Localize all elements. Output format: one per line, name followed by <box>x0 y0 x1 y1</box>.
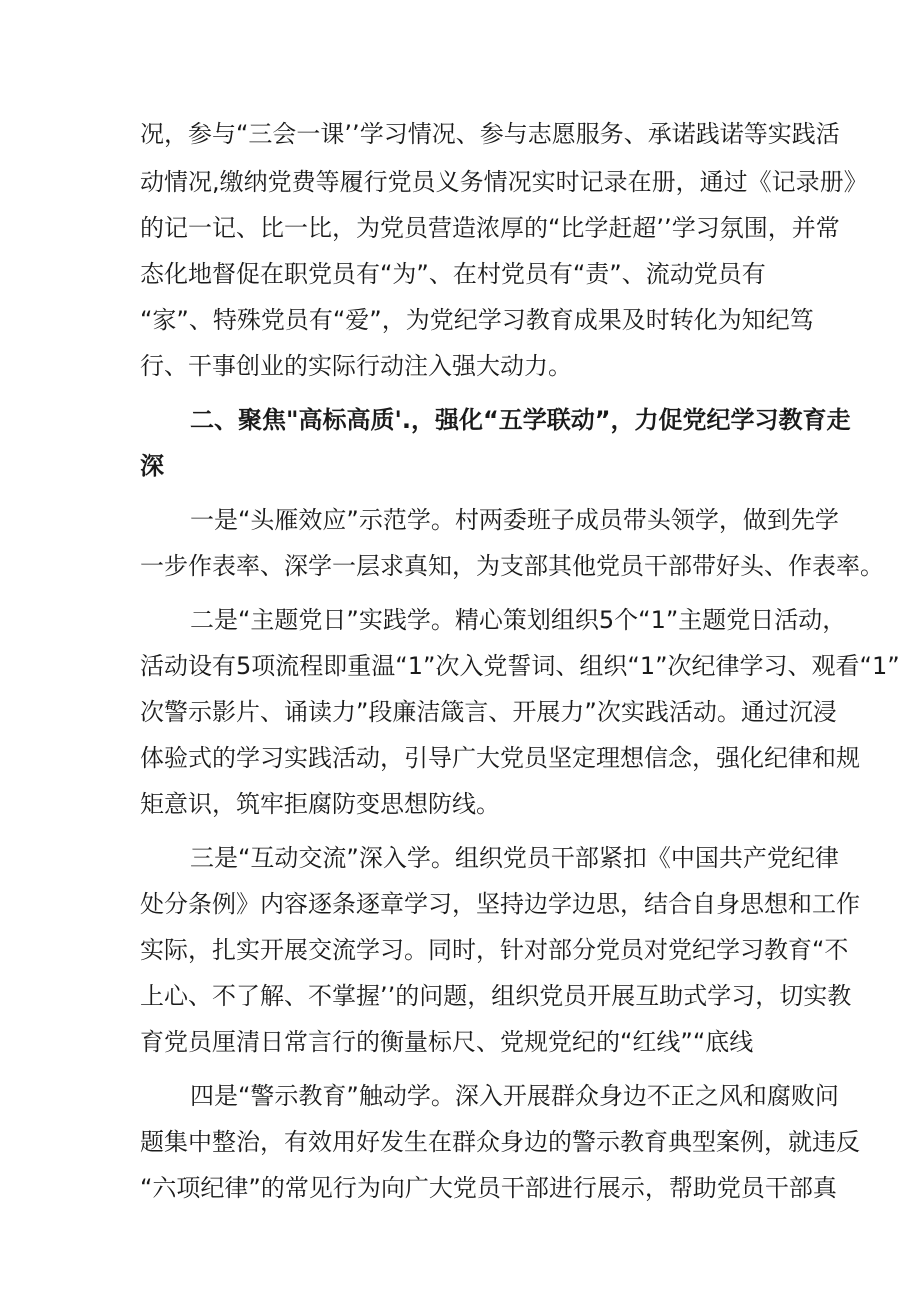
para2-line-1: 二是“主题党日”实践学。精心策划组织5个“1”主题党日活动， <box>190 606 847 634</box>
para3-line-3: 实际，扎实开展交流学习。同时，针对部分党员对党纪学习教育“不 <box>140 936 849 964</box>
intro-line-4: 态化地督促在职党员有“为”、在村党员有“责”、流动党员有 <box>140 260 766 288</box>
intro-line-1: 况，参与“三会一课’’学习情况、参与志愿服务、承诺践诺等实践活 <box>140 120 840 148</box>
para4-line-2: 题集中整治，有效用好发生在群众身边的警示教育典型案例，就违反 <box>140 1128 860 1156</box>
section-heading-line-2: 深 <box>140 452 164 480</box>
para2-line-5: 矩意识，筑牢拒腐防变思想防线。 <box>140 790 500 818</box>
para2-line-3: 次警示影片、诵读力”段廉洁箴言、开展力”次实践活动。通过沉浸 <box>140 698 837 726</box>
para2-line-4: 体验式的学习实践活动，引导广大党员坚定理想信念，强化纪律和规 <box>140 744 860 772</box>
para1-line-2: 一步作表率、深学一层求真知，为支部其他党员干部带好头、作表率。 <box>140 552 884 580</box>
intro-line-3: 的记一记、比一比，为党员营造浓厚的“比学赶超’’学习氛围，并常 <box>140 214 840 242</box>
para3-line-2: 处分条例》内容逐条逐章学习，坚持边学边思，结合自身思想和工作 <box>140 890 860 918</box>
para4-line-1: 四是“警示教育”触动学。深入开展群众身边不正之风和腐败问 <box>190 1082 839 1110</box>
para3-line-1: 三是“互动交流”深入学。组织党员干部紧扣《中国共产党纪律 <box>190 844 839 872</box>
para1-line-1: 一是“头雁效应”示范学。村两委班子成员带头领学，做到先学 <box>190 506 839 534</box>
intro-line-5: “家”、特殊党员有“爱”，为党纪学习教育成果及时转化为知纪笃 <box>140 306 814 334</box>
intro-line-6: 行、干事创业的实际行动注入强大动力。 <box>140 352 572 380</box>
intro-line-2: 动情况,缴纳党费等履行党员义务情况实时记录在册，通过《记录册》 <box>140 168 868 196</box>
para3-line-4: 上心、不了解、不掌握’’的问题，组织党员开展互助式学习，切实教 <box>140 982 852 1010</box>
para2-line-2: 活动设有5项流程即重温“1”次入党誓词、组织“1”次纪律学习、观看“1” <box>140 652 900 680</box>
section-heading-line-1: 二、聚焦"高标高质'.，强化“五学联动”，力促党纪学习教育走 <box>190 406 851 434</box>
para3-line-5: 育党员厘清日常言行的衡量标尺、党规党纪的“红线”“底线 <box>140 1028 754 1056</box>
para4-line-3: “六项纪律”的常见行为向广大党员干部进行展示，帮助党员干部真 <box>140 1174 837 1202</box>
